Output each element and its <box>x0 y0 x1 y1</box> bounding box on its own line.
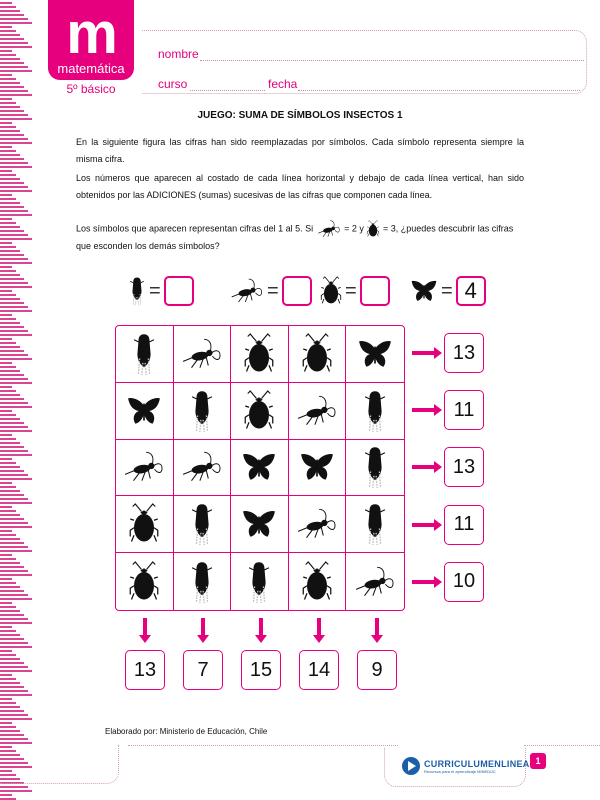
beetle-icon <box>320 276 342 306</box>
grid-cell <box>174 553 232 610</box>
beetle-icon <box>129 502 159 546</box>
subject-name: matemática <box>57 61 125 76</box>
instructions-paragraph-1: En la siguiente figura las cifras han sido reemplazadas por símbolos. Cada símbolo representa siempre la misma cifra. <box>76 137 524 164</box>
answer-box-beetle[interactable] <box>360 276 390 306</box>
column-sum <box>124 618 166 690</box>
legend-item-butterfly: = 4 <box>410 276 486 306</box>
butterfly-icon <box>410 276 438 306</box>
legend-item-cricket: = <box>230 276 312 306</box>
symbol-legend <box>120 276 500 310</box>
butterfly-icon <box>357 338 393 370</box>
page-number: 1 <box>530 753 546 769</box>
subject-logo <box>48 0 134 80</box>
beetle-icon <box>129 560 159 604</box>
legend-item-cicada: = <box>128 276 194 306</box>
row-sum <box>412 562 484 602</box>
beetle-icon <box>244 332 274 376</box>
credit-text: Elaborado por: Ministerio de Educación, Chile <box>105 727 268 736</box>
arrow-right-icon <box>412 408 436 412</box>
footer-rule-right <box>524 745 600 746</box>
arrow-down-icon <box>143 618 147 636</box>
grid-cell <box>346 496 404 553</box>
date-field[interactable] <box>298 90 580 91</box>
curriculum-en-linea-logo[interactable]: CURRICULUMENLINEA Recursos para el aprendizaje MINEDUC <box>402 757 530 775</box>
cicada-icon <box>364 502 386 546</box>
header-frame <box>142 30 587 94</box>
arrow-right-icon <box>412 580 436 584</box>
cicada-icon <box>128 276 146 306</box>
column-sum <box>182 618 224 690</box>
grid-cell <box>346 553 404 610</box>
row-sum-box: 11 <box>444 505 484 545</box>
cricket-icon <box>354 565 396 599</box>
instructions-paragraph-3: Los símbolos que aparecen representan cifras del 1 al 5. Si = 2 y = 3, ¿puedes descubrir las cifras que esconden los demás símbolos? <box>76 220 524 255</box>
arrow-right-icon <box>412 523 436 527</box>
grid-cell <box>174 440 232 497</box>
grid-cell <box>174 383 232 440</box>
column-sum-box: 15 <box>241 650 281 690</box>
cricket-icon <box>181 337 223 371</box>
beetle-icon <box>366 220 380 238</box>
cicada-icon <box>191 502 213 546</box>
column-sum <box>240 618 282 690</box>
grid-cell <box>231 553 289 610</box>
cicada-icon <box>364 445 386 489</box>
grid-cell <box>174 496 232 553</box>
column-sum-box: 7 <box>183 650 223 690</box>
arrow-right-icon <box>412 465 436 469</box>
grid-cell <box>116 496 174 553</box>
arrow-down-icon <box>375 618 379 636</box>
butterfly-icon <box>299 451 335 483</box>
answer-box-butterfly[interactable]: 4 <box>456 276 486 306</box>
grid-cell <box>289 553 347 610</box>
butterfly-icon <box>241 508 277 540</box>
cicada-icon <box>364 389 386 433</box>
butterfly-icon <box>126 395 162 427</box>
butterfly-icon <box>241 451 277 483</box>
grid-cell <box>346 440 404 497</box>
grid-cell <box>346 326 404 383</box>
course-label: curso <box>158 77 188 91</box>
cicada-icon <box>248 560 270 604</box>
arrow-right-icon <box>412 351 436 355</box>
grid-cell <box>231 383 289 440</box>
row-sum <box>412 333 484 373</box>
grid-cell <box>289 326 347 383</box>
answer-box-cricket[interactable] <box>282 276 312 306</box>
column-sum-box: 14 <box>299 650 339 690</box>
column-sum <box>298 618 340 690</box>
row-sum <box>412 390 484 430</box>
grid-cell <box>116 383 174 440</box>
grid-cell <box>346 383 404 440</box>
grid-cell <box>289 440 347 497</box>
grid-cell <box>116 440 174 497</box>
row-sum-box: 13 <box>444 333 484 373</box>
grid-cell <box>174 326 232 383</box>
name-label: nombre <box>158 47 199 61</box>
cricket-icon <box>230 276 264 306</box>
row-sum-box: 13 <box>444 447 484 487</box>
beetle-icon <box>244 389 274 433</box>
row-sum-box: 11 <box>444 390 484 430</box>
cricket-icon <box>296 394 338 428</box>
grid-cell <box>231 326 289 383</box>
cicada-icon <box>191 560 213 604</box>
grid-cell <box>231 496 289 553</box>
row-sum-box: 10 <box>444 562 484 602</box>
beetle-icon <box>302 560 332 604</box>
logo-letter: m <box>66 1 116 66</box>
cicada-icon <box>191 389 213 433</box>
date-label: fecha <box>268 77 298 91</box>
cricket-icon <box>316 220 342 238</box>
arrow-down-icon <box>201 618 205 636</box>
grid-cell <box>289 383 347 440</box>
cricket-icon <box>123 450 165 484</box>
play-icon <box>402 757 420 775</box>
grid-cell <box>289 496 347 553</box>
cricket-icon <box>181 450 223 484</box>
grid-cell <box>231 440 289 497</box>
arrow-down-icon <box>317 618 321 636</box>
arrow-down-icon <box>259 618 263 636</box>
row-sum <box>412 447 484 487</box>
row-sum <box>412 505 484 545</box>
cricket-icon <box>296 507 338 541</box>
symbol-grid <box>115 325 405 611</box>
name-field[interactable] <box>200 60 584 61</box>
course-field[interactable] <box>190 90 265 91</box>
column-sum <box>356 618 398 690</box>
grade-label: 5º básico <box>66 82 116 96</box>
answer-box-cicada[interactable] <box>164 276 194 306</box>
instructions-paragraph-2: Los números que aparecen al costado de cada línea horizontal y debajo de cada línea vertical, han sido obtenidos por las ADICIONES (sumas) sucesivas de las cifras que componen cada línea. <box>76 173 524 200</box>
worksheet-title: JUEGO: SUMA DE SÍMBOLOS INSECTOS 1 <box>197 110 403 121</box>
grid-cell <box>116 326 174 383</box>
column-sum-box: 13 <box>125 650 165 690</box>
beetle-icon <box>302 332 332 376</box>
legend-item-beetle: = <box>320 276 390 306</box>
footer-frame-left <box>0 745 119 784</box>
grid-cell <box>116 553 174 610</box>
column-sum-box: 9 <box>357 650 397 690</box>
footer-rule <box>128 745 398 746</box>
cicada-icon <box>133 332 155 376</box>
